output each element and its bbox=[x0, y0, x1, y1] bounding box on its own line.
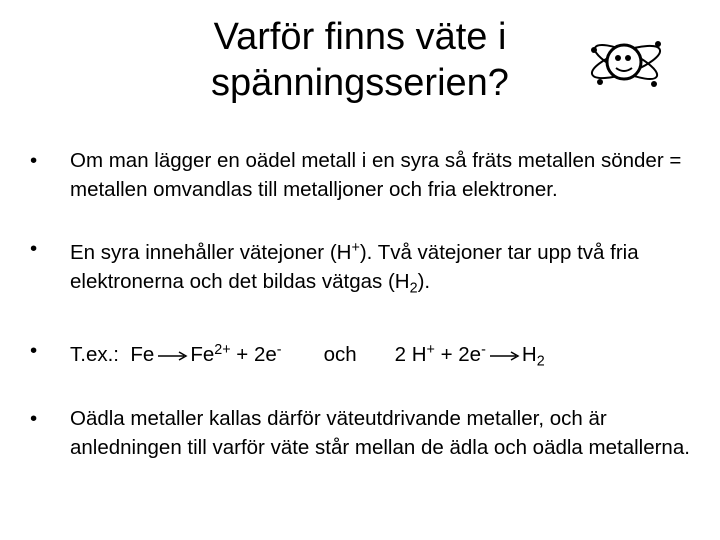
superscript: + bbox=[351, 240, 360, 256]
bullet-dot: • bbox=[30, 237, 38, 260]
subscript: 2 bbox=[409, 280, 418, 297]
bullet-example-equation bbox=[30, 336, 690, 376]
title-line-2: spänningsserien? bbox=[211, 62, 509, 104]
atom-mascot-icon bbox=[586, 26, 666, 98]
bullet-text: Om man lägger en oädel metall i en syra så fräts metallen sönder = metallen omvandlas till metalljoner och fria elektroner. bbox=[70, 149, 682, 201]
bullet-dot: • bbox=[30, 339, 38, 362]
title-line-1: Varför finns väte i bbox=[213, 16, 507, 58]
bullet-hydrogen-ions bbox=[30, 234, 690, 303]
bullet-text: Oädla metaller kallas därför väteutdrivande metaller, och är anledningen till varför väte står mellan de ädla och oädla metallerna. bbox=[70, 407, 690, 459]
bullet-metal-dissolves bbox=[30, 146, 690, 204]
bullet-dot: • bbox=[30, 407, 38, 430]
bullet-text: En syra innehåller vätejoner (H+). Två vätejoner tar upp två fria elektronerna och det bildas vätgas $(H_2)$. bbox=[70, 240, 639, 297]
reaction-arrow-icon bbox=[154, 349, 190, 363]
bullet-dot: • bbox=[30, 149, 38, 172]
reaction-arrow-icon bbox=[486, 349, 522, 363]
slide-title bbox=[150, 14, 570, 106]
equation: T.ex.: Fe $Fe^{2+} + 2e^-$ och 2 H+ + 2e- $H_2$ bbox=[70, 342, 545, 370]
bullet-noble-metals bbox=[30, 404, 690, 462]
